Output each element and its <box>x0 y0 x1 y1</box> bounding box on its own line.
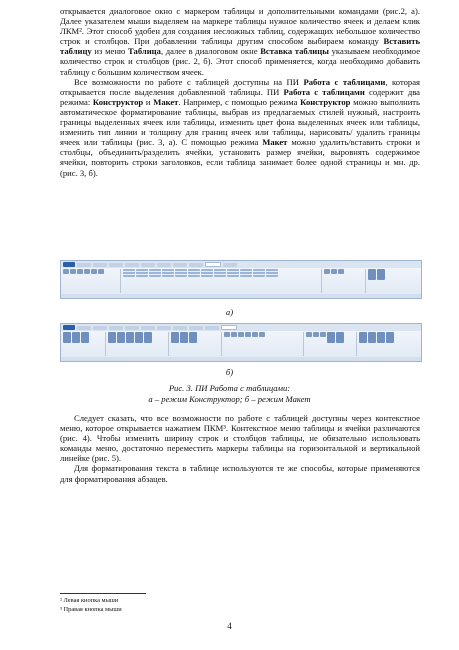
file-tab <box>63 262 75 267</box>
para2-text-6: можно выполнить автоматическое форматирование таблицы, выбрав из предлагаемых стилей нужный, настроить границы выделенных ячеек или таблицы, изменить цвет фона выделенных ячеек или таблицы, изменить тип линии и толщину для границ ячеек или таблицы, нарисовать/ удалить границы ячеек или таблицы (рис. 3, а). С помощью режима <box>60 96 420 148</box>
ribbon-tab <box>125 326 139 330</box>
para2-text-2: , которая открывается после выделения добавленной таблицы. ПИ <box>60 76 420 97</box>
ribbon-tab <box>173 263 187 267</box>
ribbon-tab <box>223 263 237 267</box>
ribbon-group-labels <box>61 357 421 361</box>
figure-caption-line-1: Рис. 3. ПИ Работа с таблицами: <box>168 383 291 393</box>
para1-bold-3: Вставка таблицы <box>260 46 329 57</box>
footnote-separator <box>60 593 146 594</box>
ribbon-tab <box>189 263 203 267</box>
ribbon-group-labels <box>61 294 421 298</box>
para2-text-1: Все возможности по работе с таблицей доступны на ПИ <box>74 76 304 87</box>
ribbon-groups <box>61 331 421 357</box>
ribbon-tab-active <box>221 325 237 330</box>
para2-text-5: . Например, с помощью режима <box>178 96 301 107</box>
para1-bold-1: Вставить таблицу <box>60 36 420 57</box>
body-text-bottom <box>60 413 420 484</box>
para1-text: открывается диалоговое окно с маркером таблицы и дополнительными командами (рис.2, а). Далее указателем мыши выделяем на маркере таблицы нужное количество ячеек и делаем клик ЛКМ². Этот способ удобен для создания несложных таблиц, содержащих небольшое количество строк и столбцов. При добавлении таблицы другим способом выбираем команду <box>60 6 420 47</box>
ribbon-tab <box>157 263 171 267</box>
para2-bold-3: Конструктор <box>92 96 144 107</box>
figure-caption-line-2: а – режим Конструктор; б – режим Макет <box>148 394 311 404</box>
ribbon-tab <box>77 326 91 330</box>
paragraph-1 <box>60 6 420 77</box>
ribbon-tab <box>93 263 107 267</box>
para1-bold-2: Таблица <box>128 46 161 57</box>
ribbon-tab <box>109 326 123 330</box>
ribbon-tab <box>77 263 91 267</box>
para1-text-4: указываем необходимое количество строк и столбцов (рис. 2, б). Этот способ применяется, когда необходимо добавить таблицу с большим количеством ячеек. <box>60 46 421 77</box>
paragraph-3: Следует сказать, что все возможности по работе с таблицей доступны через контекстное меню, которое открывается нажатием ПКМ³. Контекстное меню таблицы и ячейки различаются (рис. 4). Чтобы изменить ширину строк и столбцов таблицы, не обязательно использовать команды меню, достаточно переместить маркеры таблицы на горизонтальной и вертикальной линейке (рис. 5). <box>60 413 420 464</box>
ribbon-group <box>324 269 366 293</box>
para2-bold-6: Макет <box>262 137 288 148</box>
para2-bold-1: Работа с таблицами <box>303 76 386 87</box>
ribbon-tab <box>93 326 107 330</box>
ribbon-group <box>224 332 304 356</box>
footnote-2: ² Левая кнопка мыши <box>60 597 119 604</box>
ribbon-tab <box>125 263 139 267</box>
footnote-3: ³ Правая кнопка мыши <box>60 606 122 613</box>
label-a: а) <box>225 307 234 317</box>
ribbon-group-styles <box>123 269 322 293</box>
ribbon-tab <box>189 326 203 330</box>
page-number: 4 <box>227 621 232 631</box>
ribbon-screenshot-layout <box>60 323 422 362</box>
paragraph-2 <box>60 77 420 178</box>
ribbon-group <box>368 269 419 293</box>
ribbon-tab-active <box>205 262 221 267</box>
ribbon-group <box>306 332 357 356</box>
body-text-top <box>60 6 420 178</box>
para2-bold-2: Работа с таблицами <box>283 86 365 97</box>
para2-bold-5: Конструктор <box>300 96 351 107</box>
paragraph-4: Для форматирования текста в таблице используются те же способы, которые применяются для форматирования абзацев. <box>60 463 420 484</box>
ribbon-tab <box>205 326 219 330</box>
ribbon-tabs <box>61 324 421 331</box>
ribbon-tab <box>157 326 171 330</box>
ribbon-groups <box>61 268 421 294</box>
para2-text-3: содержит два режима: <box>60 86 420 107</box>
ribbon-group <box>63 269 121 293</box>
ribbon-screenshot-constructor <box>60 260 422 299</box>
ribbon-tab <box>141 263 155 267</box>
para1-text-2: из меню <box>91 46 129 57</box>
ribbon-group <box>63 332 106 356</box>
ribbon-group <box>359 332 419 356</box>
ribbon-tab <box>109 263 123 267</box>
ribbon-tabs <box>61 261 421 268</box>
para1-text-3: , далее в диалоговом окне <box>160 46 261 57</box>
ribbon-group <box>171 332 222 356</box>
label-b: б) <box>225 367 234 377</box>
ribbon-tab <box>173 326 187 330</box>
ribbon-group <box>108 332 169 356</box>
para2-text-7: можно удалить/вставить строки и столбцы, объединить/разделить ячейки, установить размер ячейки, выровнять содержимое ячейки, повторить строки заголовков, если таблица занимает более одной страницы и мн. др. (рис. 3, б). <box>60 137 421 178</box>
para2-bold-4: Макет <box>153 96 179 107</box>
para2-text-4: и <box>143 96 154 107</box>
file-tab <box>63 325 75 330</box>
ribbon-tab <box>141 326 155 330</box>
